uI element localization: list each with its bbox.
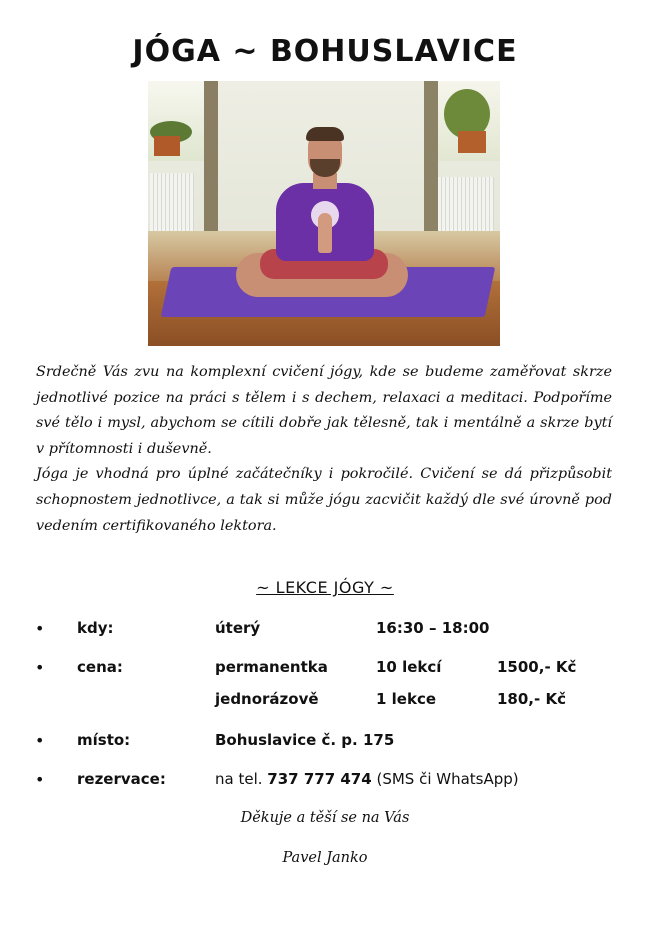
cena-price: 1500,- Kč (497, 658, 577, 676)
bullet: • (35, 731, 45, 750)
rezervace-suffix: (SMS či WhatsApp) (376, 770, 519, 788)
page-title: JÓGA ~ BOHUSLAVICE (132, 34, 518, 69)
bullet: • (35, 770, 45, 789)
misto-value: Bohuslavice č. p. 175 (215, 731, 395, 749)
misto-label: místo: (77, 731, 131, 749)
photo-radiator-right (438, 177, 494, 237)
photo-curtain-right (424, 81, 438, 231)
row-cena-2 (0, 690, 650, 714)
row-kdy (0, 619, 650, 643)
signature: Pavel Janko (282, 850, 368, 866)
row-rezervace (0, 770, 650, 794)
cena-type: permanentka (215, 658, 328, 676)
photo-curtain-left (204, 81, 218, 231)
cena-count: 10 lekcí (376, 658, 442, 676)
rezervace-prefix: na tel. (215, 770, 263, 788)
photo-pot-right (458, 131, 486, 153)
kdy-time: 16:30 – 18:00 (376, 619, 490, 637)
cena-count: 1 lekce (376, 690, 437, 708)
bullet: • (35, 619, 45, 638)
kdy-day: úterý (215, 619, 261, 637)
intro-paragraph-2: Jóga je vhodná pro úplné začátečníky i pokročilé. Cvičení se dá přizpůsobit schopnostem jednotlivce, a tak si může jógu zacvičit každý dle své úrovně pod vedením certifikovaného lektora. (36, 466, 612, 534)
cena-type: jednorázově (215, 690, 319, 708)
rezervace-value (215, 770, 519, 788)
photo-pot-left (154, 136, 180, 156)
thanks-text: Děkuje a těší se na Vás (240, 810, 410, 826)
yoga-photo (148, 81, 500, 346)
bullet: • (35, 658, 45, 677)
rezervace-label: rezervace: (77, 770, 166, 788)
row-cena (0, 658, 650, 682)
photo-hair (306, 127, 344, 141)
lessons-heading: ~ LEKCE JÓGY ~ (256, 578, 394, 597)
phone-number: 737 777 474 (267, 770, 372, 788)
photo-radiator-left (150, 173, 194, 235)
intro-text (36, 360, 612, 539)
row-misto (0, 731, 650, 755)
cena-price: 180,- Kč (497, 690, 566, 708)
cena-label: cena: (77, 658, 123, 676)
kdy-label: kdy: (77, 619, 114, 637)
photo-praying-hands (318, 213, 332, 253)
intro-paragraph-1: Srdečně Vás zvu na komplexní cvičení jógy, kde se budeme zaměřovat skrze jednotlivé pozice na práci s tělem i s dechem, relaxaci a meditaci. Podpoříme své tělo i mysl, abychom se cítili dobře jak tělesně, tak i mentálně a skrze bytí v přítomnosti i duševně. (36, 364, 612, 457)
